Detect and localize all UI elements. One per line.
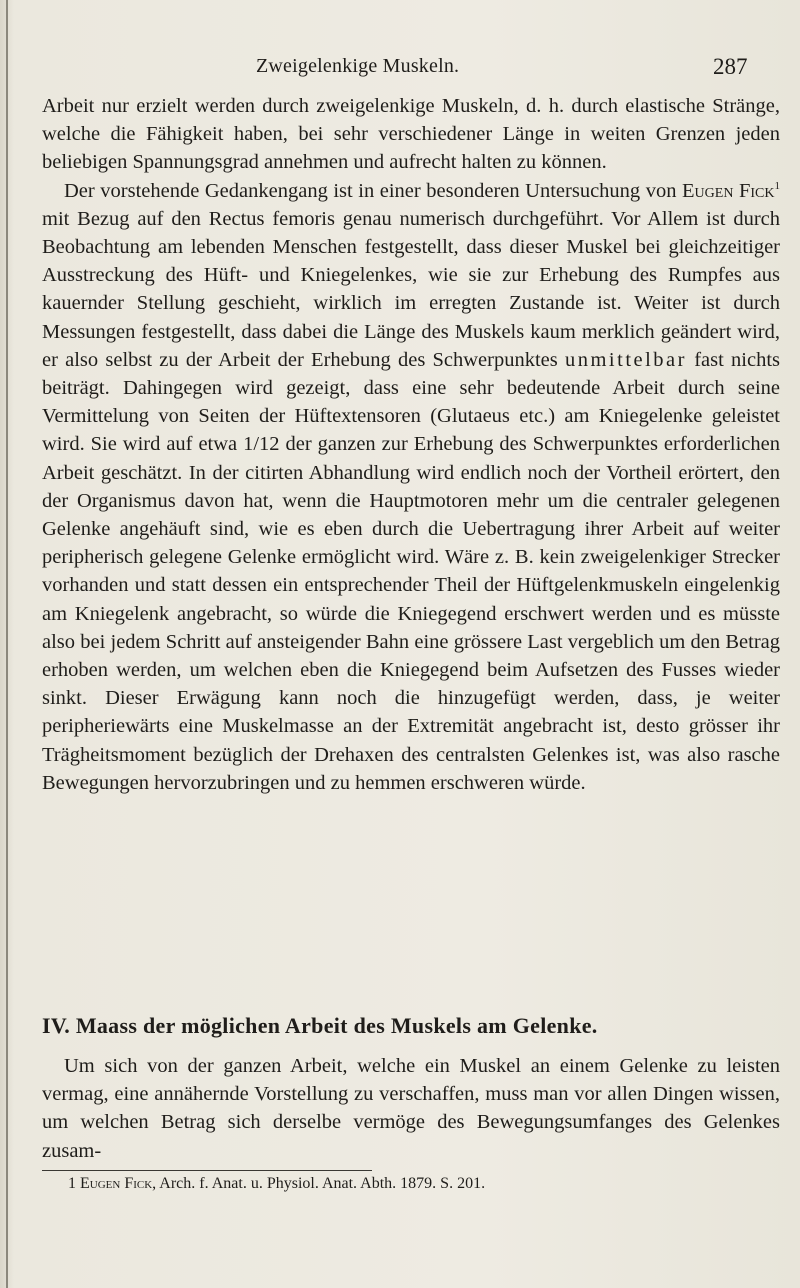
section-body (42, 1052, 780, 1165)
emphasized-word: unmittelbar (564, 348, 687, 371)
fraction: 1/12 (243, 433, 280, 456)
author-name: Eugen Fick (682, 179, 775, 202)
page-number: 287 (713, 54, 748, 79)
footnote (68, 1174, 768, 1194)
paragraph-2-part-b: mit Bezug auf den Rectus femoris genau numerisch durchgeführt. Vor Allem ist durch Beobachtung am lebenden Menschen festgestellt, dass dieser Muskel bei gleichzeitiger Ausstreckung des Hüft- und Kniegelenkes, wie sie zur Erhebung des Rumpfes aus kauernder Stellung geschieht, wirklich im erregten Zustande ist. Weiter ist durch Messungen festgestellt, dass dabei die Länge des Muskels kaum merklich geändert wird, er also selbst zu der Arbeit der Erhebung des Schwerpunktes (42, 207, 780, 371)
running-title: Zweigelenkige Muskeln. (256, 55, 460, 77)
footnote-reference: 1 (774, 179, 780, 192)
paragraph-2-part-a: Der vorstehende Gedankengang ist in einer besonderen Untersuchung von (64, 179, 683, 202)
paragraph-2 (42, 177, 780, 797)
footnote-rule (42, 1170, 372, 1171)
footnote-marker: 1 (68, 1175, 76, 1192)
paragraph-2-part-c: fast nichts beiträgt. Dahingegen wird gezeigt, dass eine sehr bedeutende Arbeit durch seine Vermittelung von Seiten der Hüftextensoren (Glutaeus etc.) am Kniegelenke geleistet wird. Sie wird auf etwa (42, 348, 780, 456)
running-header (0, 55, 800, 85)
body-text (42, 92, 780, 797)
footnote-author: Eugen Fick (80, 1175, 153, 1192)
paragraph-1: Arbeit nur erzielt werden durch zweigelenkige Muskeln, d. h. durch elastische Stränge, welche die Fähigkeit haben, bei sehr verschiedener Länge in weiten Grenzen jeden beliebigen Spannungsgrad annehmen und aufrecht halten zu können. (42, 95, 780, 174)
footnote-text: , Arch. f. Anat. u. Physiol. Anat. Abth. 1879. S. 201. (152, 1175, 486, 1192)
section-paragraph-1: Um sich von der ganzen Arbeit, welche ein Muskel an einem Gelenke zu leisten vermag, eine annähernde Vorstellung zu verschaffen, muss man vor allen Dingen wissen, um welchen Betrag sich derselbe vermöge des Bewegungsumfanges des Gelenkes zusam- (42, 1055, 780, 1162)
paragraph-2-part-d: der ganzen zur Erhebung des Schwerpunktes erforderlichen Arbeit geschätzt. In der citirten Abhandlung wird endlich noch der Vortheil erörtert, den der Organismus davon hat, wenn die Hauptmotoren mehr um die centraler gelegenen Gelenke angehäuft sind, wie es eben durch die Uebertragung ihrer Arbeit auf weiter peripherisch gelegene Gelenke ermöglicht wird. Wäre z. B. kein zweigelenkiger Strecker vorhanden und statt dessen ein entsprechender Theil der Hüftgelenkmuskeln eingelenkig am Kniegelenk angebracht, so würde die Kniegegend erschwert werden und es müsste also bei jedem Schritt auf ansteigender Bahn eine grössere Last vergeblich um den Betrag erhoben werden, um welchen eben die Kniegegend beim Aufsetzen des Fusses wieder sinkt. Dieser Erwägung kann noch die hinzugefügt werden, dass, je weiter peripheriewärts eine Muskelmasse an der Extremität angebracht ist, desto grösser ihr Trägheitsmoment bezüglich der Drehaxen des centralsten Gelenkes ist, was also rasche Bewegungen hervorzubringen und zu hemmen erschweren würde. (42, 433, 780, 794)
section-heading: IV. Maass der möglichen Arbeit des Muskels am Gelenke. (42, 1013, 598, 1038)
page-edge (6, 0, 8, 1288)
